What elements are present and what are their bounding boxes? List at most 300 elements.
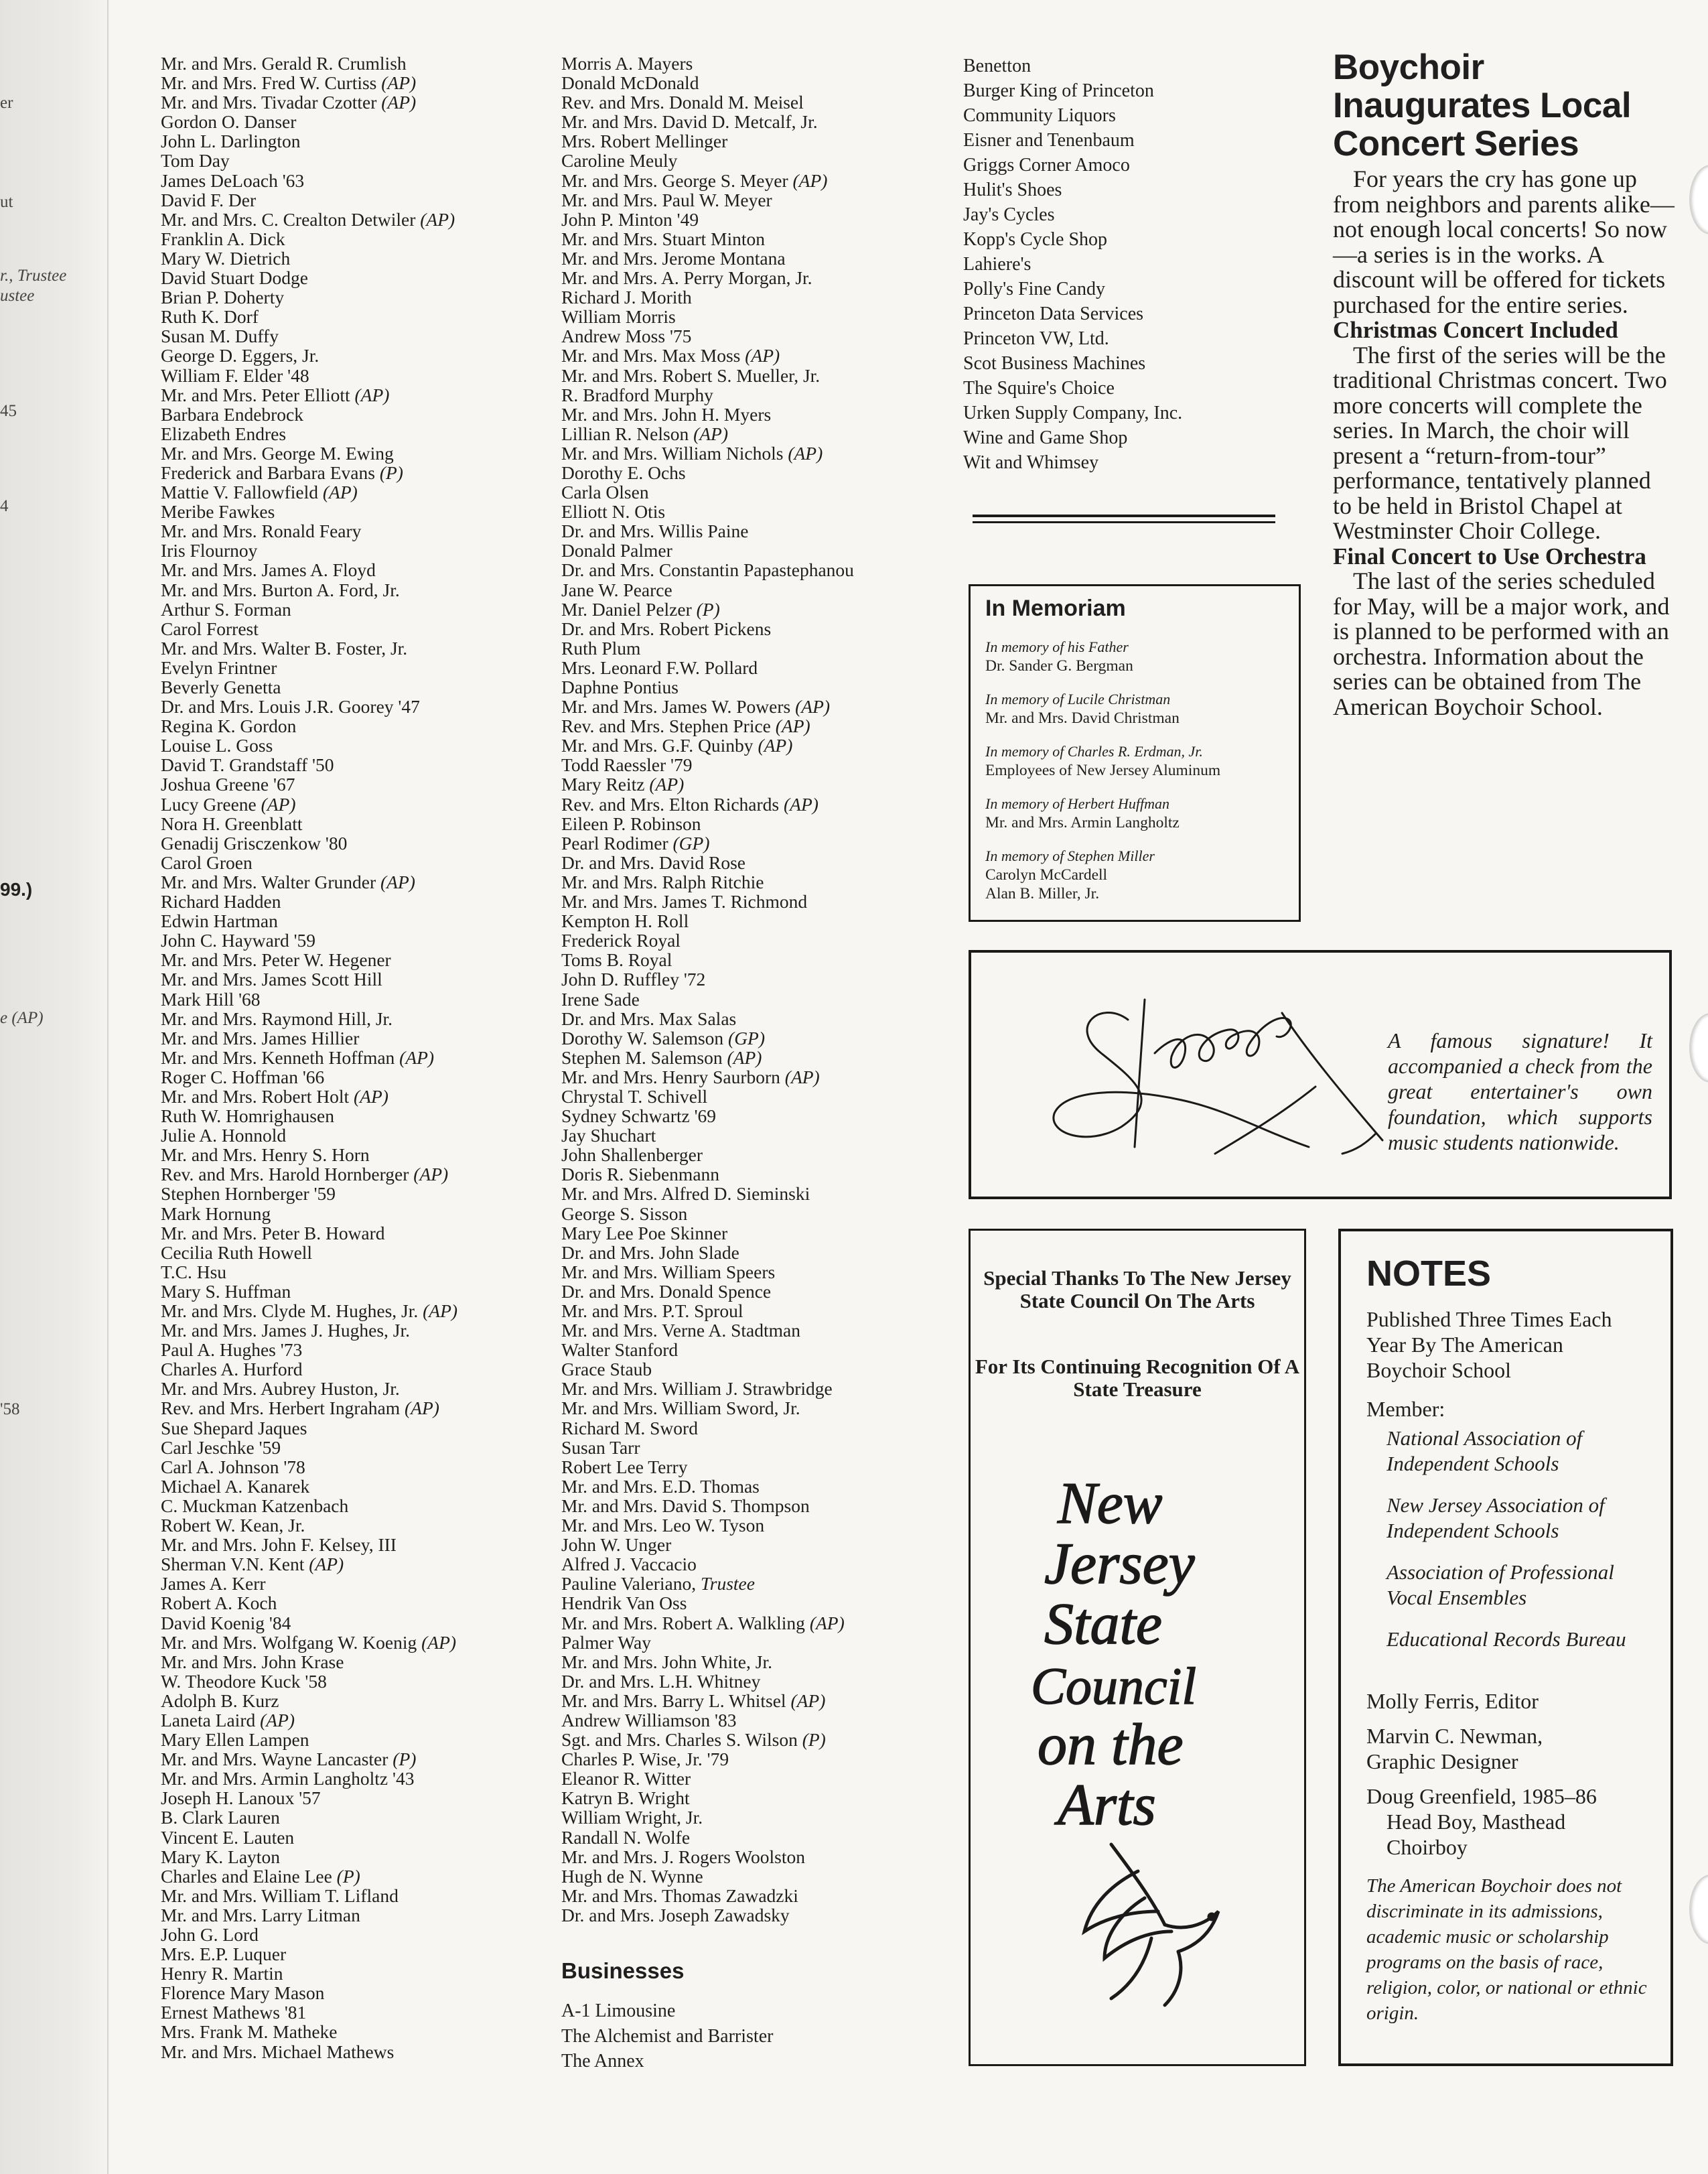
memoriam-entry [985,847,1284,903]
donor-name [161,1554,536,1574]
logo-text-line: Council [1031,1657,1196,1715]
logo-text-line: on the [1038,1712,1184,1777]
donor-name [561,1593,950,1613]
donor-name-text: Caroline Meuly [561,150,678,172]
donor-name [161,424,536,444]
donor-name-text: Andrew Williamson '83 [561,1709,737,1730]
donor-name-text: Mr. and Mrs. Ralph Ritchie [561,871,764,892]
business-name: Urken Supply Company, Inc. [963,403,1183,423]
donor-name-text: John L. Darlington [161,131,301,152]
margin-text-fragment: r., Trustee [0,267,67,285]
donor-name [161,795,536,814]
business-name: The Alchemist and Barrister [561,2025,774,2047]
donor-name [561,502,950,521]
logo-text-line: Arts [1058,1773,1156,1838]
memoriam-donor: Employees of New Jersey Aluminum [985,762,1221,779]
donor-name [561,638,950,658]
donor-name [561,444,950,463]
donor-name [161,755,536,774]
donor-name [561,1477,950,1496]
memoriam-entry [985,742,1284,780]
donor-name-text: Arthur S. Forman [161,598,291,620]
business-name: Scot Business Machines [963,353,1146,374]
donor-name [161,307,536,326]
donor-name-text: Randall N. Wolfe [561,1826,691,1848]
donor-name [161,385,536,405]
donor-name [161,1905,536,1925]
designer-role: Graphic Designer [1366,1749,1518,1773]
donor-name [561,131,950,151]
margin-text-fragment: 4 [0,497,9,515]
donor-name-text: David Koenig '84 [161,1612,291,1633]
donor-annotation: (P) [802,1729,826,1751]
business-name: Polly's Fine Candy [963,279,1105,299]
donor-name-text: Mr. and Mrs. J. Rogers Woolston [561,1846,805,1867]
donor-name [161,580,536,600]
donor-name [561,736,950,755]
donor-name [561,424,950,444]
donor-name [161,1691,536,1710]
donor-name-text: Mr. and Mrs. Peter B. Howard [161,1222,385,1243]
donor-name-text: Mr. and Mrs. P.T. Sproul [561,1300,743,1321]
donor-annotation: Trustee [700,1573,755,1594]
donor-name [161,366,536,385]
donor-name-text: Nora H. Greenblatt [161,813,303,834]
donor-name-text: Mr. and Mrs. William Speers [561,1261,776,1282]
business-name: Wit and Whimsey [963,452,1099,473]
donor-name-text: Mr. and Mrs. Robert S. Mueller, Jr. [561,364,821,386]
donor-name-text: Mattie V. Fallowfield [161,482,319,503]
member-organization: New Jersey Association of Independent Schools [1386,1493,1605,1542]
donor-name-text: Jay Shuchart [561,1125,656,1146]
donor-name [161,1788,536,1808]
donor-name [161,1438,536,1457]
donor-name [561,1145,950,1164]
donor-name [561,1067,950,1087]
donor-name [561,171,950,190]
donor-annotation: (AP) [322,482,358,503]
donor-annotation: (P) [379,462,403,483]
donor-name [161,969,536,989]
donor-name-text: Katryn B. Wright [561,1787,690,1809]
donor-name [561,1379,950,1398]
donor-name [161,1282,536,1301]
donor-name-text: John P. Minton '49 [561,208,699,230]
donor-name-text: Mr. and Mrs. Robert Holt [161,1085,350,1107]
donor-name [561,1087,950,1106]
donor-name-text: Frederick Royal [561,930,681,951]
donor-name [161,560,536,580]
donor-name-text: Susan Tarr [561,1436,640,1458]
donor-name-text: Richard J. Morith [561,287,692,308]
donor-name-text: Mary Ellen Lampen [161,1729,309,1751]
donor-name [161,287,536,307]
donor-name [161,1866,536,1886]
donor-name [561,1554,950,1574]
donor-name-text: George D. Eggers, Jr. [161,345,319,366]
adjacent-page-margin [0,0,109,2174]
donor-name [561,346,950,365]
memoriam-note: In memory of Charles R. Erdman, Jr. [985,743,1203,760]
donor-name-text: Ruth W. Homrighausen [161,1105,334,1127]
donor-annotation: (AP) [381,72,417,94]
memoriam-entries [985,638,1284,903]
donor-name [161,1145,536,1164]
donor-name [561,677,950,697]
article-paragraph-2: The first of the series will be the traditional Christmas concert. Two more concerts will complete the series. In March, the choir will present a “return-from-tour” performance, tentatively planned to be held in Bristol Chapel at Westminster Choir College. [1333,341,1667,544]
donor-name-text: Mr. and Mrs. Henry Saurborn [561,1066,780,1087]
donor-name [561,463,950,482]
donor-name [561,697,950,716]
double-rule-divider [973,515,1275,517]
donor-name-text: Mr. and Mrs. Alfred D. Sieminski [561,1183,810,1205]
donor-annotation: (AP) [649,774,685,795]
donor-name [161,1262,536,1282]
thanks-title: Special Thanks To The New Jersey State Council On The Arts [983,1266,1291,1312]
donor-name [561,521,950,541]
memoriam-note: In memory of Stephen Miller [985,847,1155,864]
thanks-subtitle: For Its Continuing Recognition Of A State Treasure [975,1355,1300,1401]
donor-name-text: Ruth Plum [561,637,641,659]
donor-name [561,1847,950,1866]
donor-annotation: (AP) [421,1631,457,1653]
donor-name [161,1828,536,1847]
head-boy-name: Doug Greenfield, 1985–86 [1366,1784,1597,1808]
head-boy-role-1: Head Boy, Masthead [1386,1810,1566,1834]
donor-name-text: Palmer Way [561,1631,651,1653]
donor-name [161,658,536,677]
donor-name-text: Mr. and Mrs. John F. Kelsey, III [161,1534,397,1556]
donor-name-text: Mr. and Mrs. A. Perry Morgan, Jr. [561,267,812,289]
donor-name [161,2042,536,2061]
donor-name [561,190,950,210]
donor-name-text: Mr. and Mrs. Walter B. Foster, Jr. [161,637,408,659]
donor-name [161,892,536,911]
donor-name-text: Jane W. Pearce [561,579,672,600]
logo-text-line: New [1058,1471,1163,1536]
donor-name-text: Mr. and Mrs. James J. Hughes, Jr. [161,1320,411,1341]
donor-name [561,619,950,638]
donor-name-text: Franklin A. Dick [161,228,285,249]
donor-name [561,658,950,677]
donor-name [161,2022,536,2041]
donor-name-text: Mr. and Mrs. Peter W. Hegener [161,949,391,971]
donor-name [161,1320,536,1340]
donor-name [561,1808,950,1827]
binder-hole [1689,1013,1708,1083]
donor-name-text: Dorothy E. Ochs [561,462,686,483]
donor-name-text: Dr. and Mrs. Joseph Zawadsky [561,1904,790,1925]
donor-name-text: Mr. and Mrs. Michael Mathews [161,2041,395,2062]
donor-name [161,1964,536,1983]
donor-name-text: Donald McDonald [561,72,699,94]
donor-name-text: John W. Unger [561,1534,672,1556]
donor-name [561,1613,950,1633]
donor-name-text: Mary W. Dietrich [161,247,291,269]
donor-name [161,1126,536,1145]
donor-name [561,600,950,619]
donor-name-text: Florence Mary Mason [161,1982,325,2004]
donor-name-text: Ernest Mathews '81 [161,2002,307,2023]
donor-annotation: (AP) [309,1554,344,1575]
donor-name-text: Sherman V.N. Kent [161,1554,305,1575]
donor-name [561,1515,950,1535]
donor-name [161,1067,536,1087]
donor-name-text: Dr. and Mrs. David Rose [561,852,745,873]
memoriam-title: In Memoriam [985,596,1126,621]
notes-title: NOTES [1366,1253,1492,1294]
donor-name-text: Evelyn Frintner [161,657,277,678]
donor-name [561,560,950,580]
donor-name [161,229,536,249]
donor-list-column-1 [161,54,536,2061]
donor-name [561,1282,950,1301]
donor-name-text: Mary Reitz [561,774,645,795]
donor-name-text: Richard M. Sword [561,1417,698,1438]
donor-name [561,249,950,268]
memoriam-donor: Carolyn McCardell [985,866,1108,884]
donor-name-text: Paul A. Hughes '73 [161,1339,303,1361]
donor-annotation: (P) [393,1749,417,1770]
donor-name-text: Frederick and Barbara Evans [161,462,375,483]
donor-name-text: Dr. and Mrs. L.H. Whitney [561,1670,761,1692]
donor-name [561,911,950,931]
article-paragraph-3: The last of the series scheduled for May, will be a major work, and is planned to be performed with an orchestra. Information about the series can be obtained from The American Boychoir School. [1333,567,1670,720]
business-name: Community Liquors [963,105,1116,126]
donor-name [161,1457,536,1477]
donor-name-text: John D. Ruffley '72 [561,969,706,990]
donor-name-text: T.C. Hsu [161,1261,227,1282]
donor-name [161,1749,536,1769]
donor-name [561,580,950,600]
donor-name [161,463,536,482]
donor-name [561,1009,950,1028]
donor-name-text: Rev. and Mrs. Stephen Price [561,716,771,737]
donor-name [561,210,950,229]
memoriam-entry [985,690,1284,728]
donor-name-text: Louise L. Goss [161,735,273,756]
donor-name-text: Mr. and Mrs. G.F. Quinby [561,735,754,756]
donor-name [561,892,950,911]
donor-name-text: Dr. and Mrs. Constantin Papastephanou [561,559,854,581]
donor-name [561,112,950,131]
donor-name-text: Cecilia Ruth Howell [161,1241,313,1263]
donor-name-text: Carol Groen [161,852,253,873]
donor-name [561,1710,950,1730]
donor-name [161,1340,536,1359]
donor-name [561,716,950,736]
donor-name [561,1788,950,1808]
donor-name [161,1808,536,1827]
donor-name-text: Robert A. Koch [161,1592,277,1614]
donor-name [561,1204,950,1223]
donor-name-text: John G. Lord [161,1924,259,1945]
donor-name-text: Barbara Endebrock [161,403,304,425]
donor-annotation: (GP) [672,832,710,854]
donor-name-text: Mr. and Mrs. Gerald R. Crumlish [161,53,407,74]
donor-name-text: Mr. and Mrs. William T. Lifland [161,1885,399,1906]
binder-hole [1689,165,1708,234]
donor-name-text: Alfred J. Vaccacio [561,1554,697,1575]
donor-name [561,1184,950,1203]
donor-name-text: Mr. and Mrs. John H. Myers [561,403,772,425]
donor-name [161,326,536,346]
donor-name [561,1574,950,1593]
memoriam-donor: Alan B. Miller, Jr. [985,885,1100,902]
donor-name-text: Mr. and Mrs. James A. Floyd [161,559,376,581]
article-subhead-1: Christmas Concert Included [1333,317,1618,343]
donor-name [161,1593,536,1613]
donor-name-text: Mr. and Mrs. Fred W. Curtiss [161,72,377,94]
donor-name-text: Carl A. Johnson '78 [161,1456,305,1477]
margin-text-fragment: '58 [0,1400,20,1418]
donor-name-text: Roger C. Hoffman '66 [161,1066,325,1087]
donor-name-text: Sgt. and Mrs. Charles S. Wilson [561,1729,798,1751]
businesses-heading: Businesses [561,1958,685,1983]
donor-name [561,1866,950,1886]
donor-name [161,697,536,716]
donor-name-text: Mr. and Mrs. James Hillier [161,1027,360,1048]
donor-name-text: Charles A. Hurford [161,1359,303,1380]
donor-name-text: George S. Sisson [561,1203,688,1224]
donor-name [561,931,950,950]
donor-name [161,1672,536,1691]
member-organization: National Association of Independent Schools [1386,1426,1583,1475]
donor-name-text: William Wright, Jr. [561,1807,703,1828]
donor-name [161,1301,536,1320]
donor-name [161,1535,536,1554]
donor-name-text: Irene Sade [561,988,640,1010]
business-name: Jay's Cycles [963,204,1055,225]
donor-name-text: Daphne Pontius [561,677,679,697]
margin-text-fragment: ut [0,193,13,211]
donor-name-text: Sue Shepard Jaques [161,1417,307,1438]
donor-name [161,1379,536,1398]
business-name: Hulit's Shoes [963,180,1062,200]
donor-name [561,268,950,287]
donor-name-text: David F. Der [161,189,257,210]
donor-name-text: Stephen M. Salemson [561,1046,723,1068]
donor-name [161,73,536,92]
memoriam-donor: Dr. Sander G. Bergman [985,657,1133,675]
donor-name [161,346,536,365]
donor-name-text: Brian P. Doherty [161,287,285,308]
donor-name-text: Carla Olsen [561,482,649,503]
donor-name-text: Dr. and Mrs. John Slade [561,1241,739,1263]
donor-name-text: Eileen P. Robinson [561,813,701,834]
donor-list-column-2 [561,54,950,2074]
member-organization: Association of Professional Vocal Ensembles [1386,1560,1614,1609]
donor-name-text: Hendrik Van Oss [561,1592,687,1614]
donor-annotation: (GP) [728,1027,766,1048]
donor-annotation: (AP) [423,1300,458,1321]
donor-name-text: Lucy Greene [161,793,257,815]
article-headline: Boychoir Inaugurates Local Concert Series [1333,48,1632,163]
donor-name-text: Vincent E. Lauten [161,1826,295,1848]
donor-name-text: Grace Staub [561,1359,652,1380]
donor-name [161,502,536,521]
donor-name [161,190,536,210]
donor-annotation: (AP) [790,1690,826,1711]
bird-icon [1084,1844,1218,2005]
donor-name [561,73,950,92]
donor-name [561,1633,950,1652]
margin-text-fragment: e (AP) [0,1009,44,1027]
notes-head-boy [1366,1783,1648,1860]
non-discrimination-statement: The American Boychoir does not discriminate in its admissions, academic music or scholarship programs on the basis of race, religion, color, or national or ethnic origin. [1366,1875,1647,2024]
donor-annotation: (AP) [381,92,417,113]
donor-name-text: Tom Day [161,150,230,172]
donor-name [161,1164,536,1184]
donor-name [161,1418,536,1438]
donor-name [161,541,536,560]
business-name: The Annex [561,2051,644,2071]
donor-name-text: Sydney Schwartz '69 [561,1105,717,1127]
donor-name-text: Mary K. Layton [161,1846,280,1867]
donor-name-text: William Morris [561,306,676,328]
donor-name-text: Mr. and Mrs. Leo W. Tyson [561,1515,765,1536]
donor-name-text: Laneta Laird [161,1709,256,1730]
donor-name [161,814,536,833]
donor-name-text: Mr. and Mrs. Raymond Hill, Jr. [161,1008,393,1029]
donor-name-text: Mr. and Mrs. Wolfgang W. Koenig [161,1631,417,1653]
nj-state-council-logo [1031,1469,1252,2012]
donor-name-text: Adolph B. Kurz [161,1690,279,1711]
donor-name-text: Kempton H. Roll [561,910,689,932]
donor-name [561,482,950,502]
donor-name [561,833,950,853]
donor-name-text: Toms B. Royal [561,949,672,971]
donor-name-text: Mr. and Mrs. William Sword, Jr. [561,1398,800,1419]
donor-name [561,1340,950,1359]
donor-name-text: Carl Jeschke '59 [161,1436,281,1458]
donor-annotation: (AP) [261,793,296,815]
donor-name-text: John Shallenberger [561,1144,703,1166]
business-name: Benetton [963,56,1031,76]
donor-name [561,1262,950,1282]
donor-name [161,482,536,502]
memoriam-entry [985,638,1284,675]
donor-name [161,1633,536,1652]
donor-name [161,1515,536,1535]
donor-name [161,210,536,229]
donor-name [561,405,950,424]
donor-name-text: Ruth K. Dorf [161,306,259,328]
donor-name [161,600,536,619]
donor-name-text: Mr. and Mrs. Max Moss [561,345,741,366]
signature-caption: A famous signature! It accompanied a check from the great entertainer's own foundation, which supports music students nationwide. [1388,1028,1652,1154]
donor-name [161,1009,536,1028]
business-name: The Squire's Choice [963,378,1115,399]
donor-name [161,853,536,872]
concert-series-article [1333,48,1675,720]
donor-name [561,1652,950,1672]
donor-name-text: Mr. and Mrs. Walter Grunder [161,871,376,892]
donor-annotation: (AP) [784,1066,820,1087]
donor-name [161,1106,536,1126]
donor-name [161,716,536,736]
business-name: A-1 Limousine [561,2000,676,2021]
donor-name [161,131,536,151]
donor-name [561,151,950,170]
donor-name-text: William F. Elder '48 [161,364,309,386]
donor-name-text: Mr. and Mrs. James T. Richmond [561,891,808,912]
margin-text-fragment: er [0,94,13,112]
donor-name-text: Mr. and Mrs. Barry L. Whitsel [561,1690,786,1711]
donor-annotation: (AP) [260,1709,295,1730]
donor-name-text: Mr. and Mrs. Jerome Montana [561,247,786,269]
donor-name-text: Todd Raessler '79 [561,754,693,776]
